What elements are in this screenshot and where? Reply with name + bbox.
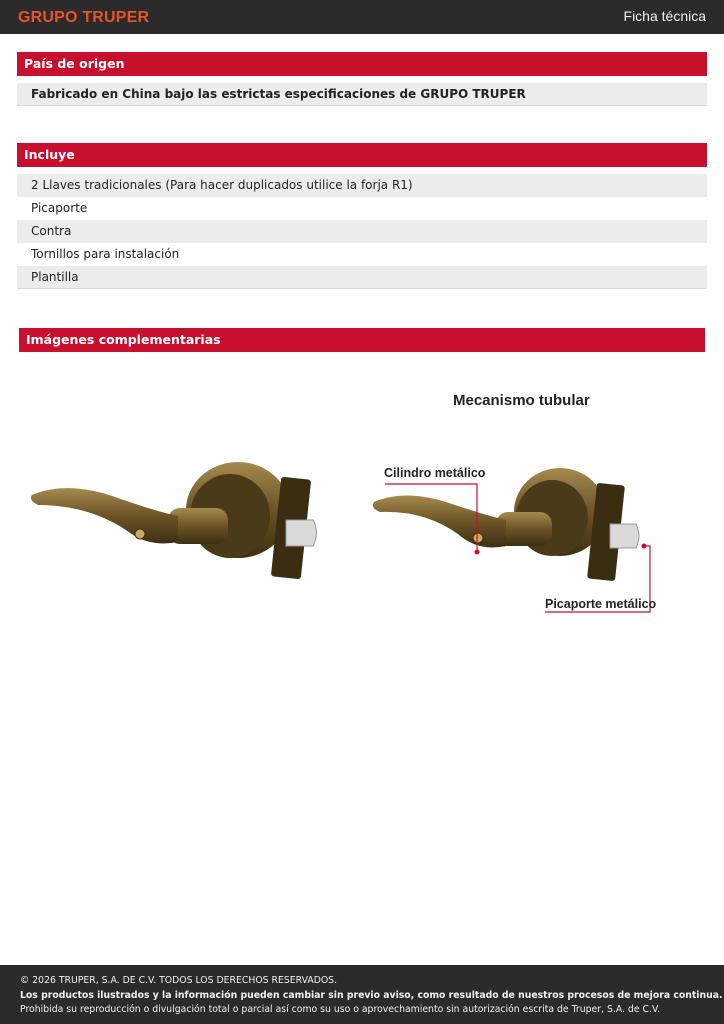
origin-section-header: País de origen	[17, 52, 707, 76]
origin-text: Fabricado en China bajo las estrictas especificaciones de GRUPO TRUPER	[17, 83, 707, 106]
footer-copyright: © 2026 TRUPER, S.A. DE C.V. TODOS LOS DERECHOS RESERVADOS.	[20, 975, 338, 986]
footer-prohibition: Prohibida su reproducción o divulgación total o parcial así como su uso o aprovechamiento sin autorización escrita de Truper, S.A. de C.V.	[20, 1004, 661, 1015]
brand-logo: GRUPO TRUPER	[18, 9, 150, 26]
footer	[0, 965, 724, 1024]
includes-item: Plantilla	[17, 266, 707, 289]
includes-item: Contra	[17, 220, 707, 243]
document-type: Ficha técnica	[623, 8, 706, 24]
callout-latch-label: Picaporte metálico	[545, 597, 657, 611]
includes-item: Picaporte	[31, 201, 88, 215]
top-bar	[0, 0, 724, 34]
includes-section-header: Incluye	[17, 143, 707, 167]
callout-cylinder-label: Cilindro metálico	[384, 466, 486, 480]
images-section-header: Imágenes complementarias	[19, 328, 705, 352]
complementary-images	[0, 380, 724, 640]
includes-item: 2 Llaves tradicionales (Para hacer duplicados utilice la forja R1)	[17, 174, 707, 197]
footer-notice: Los productos ilustrados y la información pueden cambiar sin previo aviso, como resultado de nuestros procesos de mejora continua.	[20, 990, 723, 1001]
diagram-title: Mecanismo tubular	[453, 392, 590, 409]
includes-item: Tornillos para instalación	[31, 247, 180, 261]
